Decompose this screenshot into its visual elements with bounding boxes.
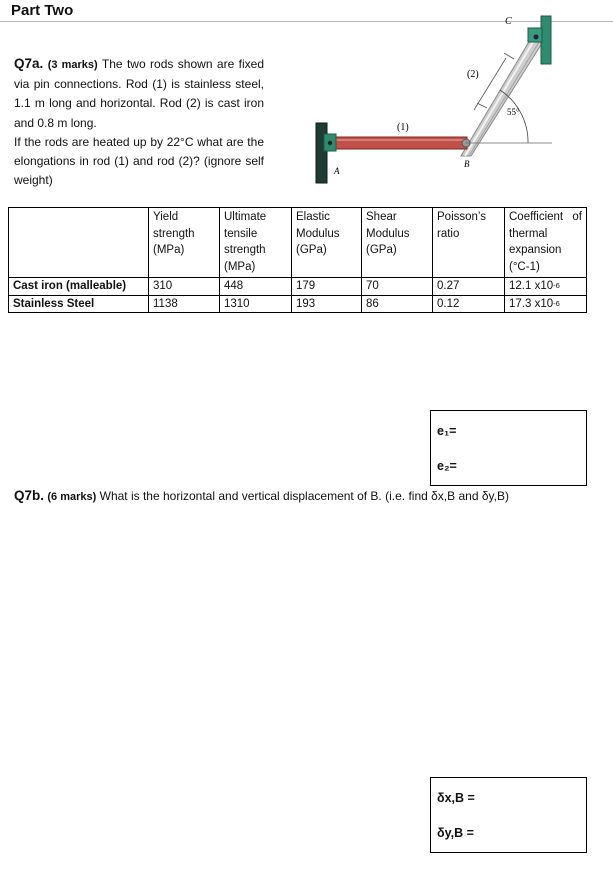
table-header-cell: Yield strength (MPa): [149, 208, 220, 278]
cell-poisson: 0.12: [433, 295, 505, 313]
wall-a: [316, 123, 336, 183]
cell-elastic-modulus: 179: [292, 278, 362, 296]
material-properties-table: [8, 207, 587, 313]
label-rod1: (1): [397, 122, 409, 133]
rod-diagram: [300, 6, 560, 192]
table-row: [9, 278, 587, 296]
answer-e1-label: e₁=: [437, 424, 457, 438]
answer-dy-label: δy,B =: [437, 826, 474, 840]
table-header-cell: Ultimate tensile strength (MPa): [220, 208, 292, 278]
cell-cte: 12.1 $x10^{-6}$: [505, 278, 587, 296]
label-c: C: [505, 16, 512, 27]
table-header-row: [9, 208, 587, 278]
cell-uts: 1310: [220, 295, 292, 313]
q7a-marks: (3 marks): [47, 59, 98, 71]
table-header-cell: Poisson’s ratio: [433, 208, 505, 278]
label-a: A: [334, 166, 340, 176]
rod-1: [333, 137, 467, 149]
answer-e2-label: e₂=: [437, 459, 457, 473]
rod-2: [461, 35, 544, 156]
cell-uts: 448: [220, 278, 292, 296]
cell-poisson: 0.27: [433, 278, 505, 296]
label-b: B: [464, 159, 470, 169]
row-material: Cast iron (malleable): [9, 278, 149, 296]
label-rod2: (2): [467, 69, 479, 80]
question-7a: [14, 54, 264, 190]
q7a-body-2: If the rods are heated up by 22°C what are the elongations in rod (1) and rod (2)? (ignore self weight): [14, 134, 264, 188]
q7b-marks: (6 marks): [47, 491, 97, 503]
cell-yield: 1138: [149, 295, 220, 313]
cell-shear-modulus: 70: [362, 278, 433, 296]
table-row: [9, 295, 587, 313]
answer-dx-label: δx,B =: [437, 791, 475, 805]
q7a-label: Q7a.: [14, 56, 44, 71]
cell-yield: 310: [149, 278, 220, 296]
question-7b: [14, 488, 509, 503]
answer-box-q7a[interactable]: [430, 410, 587, 486]
q7b-label: Q7b.: [14, 488, 45, 503]
label-angle: 55°: [507, 107, 520, 117]
q7b-text: What is the horizontal and vertical displacement of B. (i.e. find δx,B and δy,B): [99, 489, 509, 503]
answer-box-q7b[interactable]: [430, 777, 587, 853]
table-header-cell: [9, 208, 149, 278]
table-header-cell: Coefficient of thermal expansion (°C-1): [505, 208, 587, 278]
table-header-cell: Shear Modulus (GPa): [362, 208, 433, 278]
part-title: Part Two: [11, 2, 74, 19]
cell-cte: 17.3 $x10^{-6}$: [505, 295, 587, 313]
cell-shear-modulus: 86: [362, 295, 433, 313]
q7a-body-1: The two rods shown are fixed via pin connections. Rod (1) is stainless steel, 1.1 m long and horizontal. Rod (2) is cast iron and 0.8 m long.: [14, 57, 264, 130]
cell-elastic-modulus: 193: [292, 295, 362, 313]
table-header-cell: Elastic Modulus (GPa): [292, 208, 362, 278]
row-material: Stainless Steel: [9, 295, 149, 313]
